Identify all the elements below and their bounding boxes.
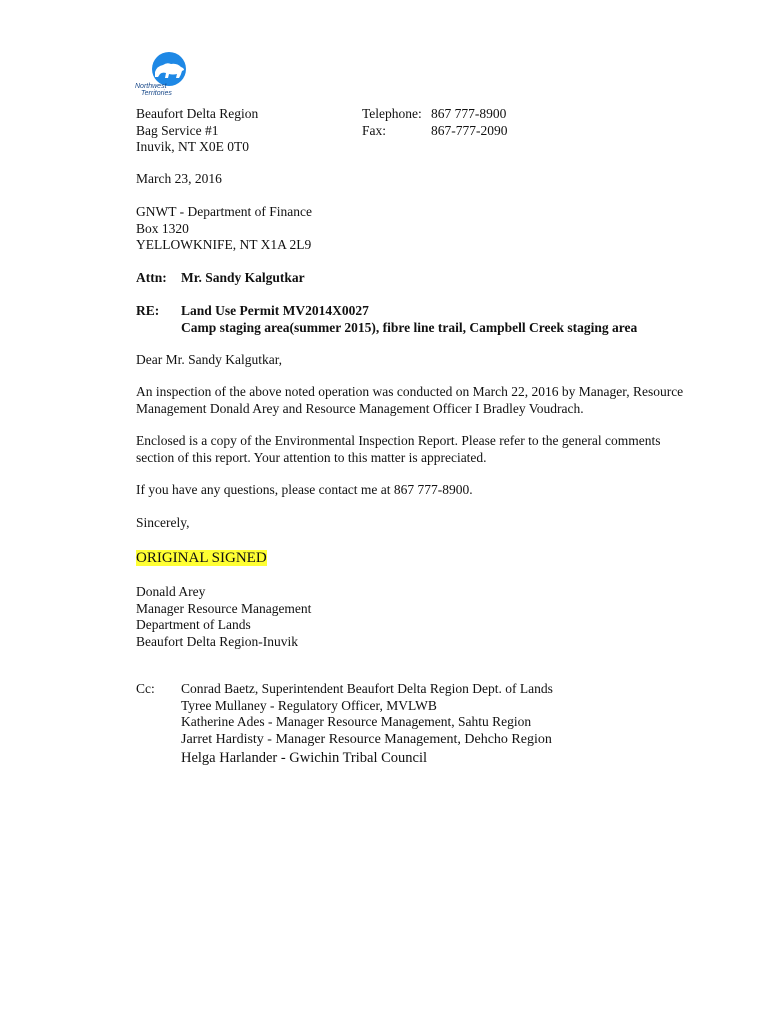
body-paragraph: If you have any questions, please contact me at 867 777-8900. xyxy=(136,482,473,497)
recipient-address xyxy=(136,204,312,254)
re-line: Camp staging area(summer 2015), fibre line trail, Campbell Creek staging area xyxy=(181,319,638,335)
signer-line: Manager Resource Management xyxy=(136,600,312,616)
cc-recipient: Conrad Baetz, Superintendent Beaufort Delta Region Dept. of Lands xyxy=(181,681,553,696)
cc-recipient: Katherine Ades - Manager Resource Management, Sahtu Region xyxy=(181,714,532,729)
fax-label: Fax: xyxy=(362,122,387,138)
logo-wordmark xyxy=(135,83,172,97)
address-line: Inuvik, NT X0E 0T0 xyxy=(136,139,249,154)
address-line: Beaufort Delta Region xyxy=(136,106,259,121)
body-paragraph: An inspection of the above noted operation was conducted on March 22, 2016 by Manager, Resource Management Donald Arey and Resource Management Officer I Bradley Voudrach. xyxy=(136,384,684,416)
recipient-line: Box 1320 xyxy=(136,220,189,236)
signature-note xyxy=(136,549,267,567)
logo-line2: Territories xyxy=(141,90,172,97)
nwt-logo xyxy=(135,52,195,100)
signer-line: Beaufort Delta Region-Inuvik xyxy=(136,633,298,649)
cc-recipient: Tyree Mullaney - Regulatory Officer, MVLWB xyxy=(181,697,437,713)
sender-address xyxy=(136,106,258,156)
signature-note-text: ORIGINAL SIGNED xyxy=(136,550,267,566)
body-paragraph: Enclosed is a copy of the Environmental Inspection Report. Please refer to the general comments section of this report. Your attention to this matter is appreciated. xyxy=(136,433,661,465)
cc-recipient: Helga Harlander - Gwichin Tribal Council xyxy=(181,749,428,766)
sender-contact xyxy=(362,106,508,139)
signer-block xyxy=(136,584,311,650)
closing: Sincerely, xyxy=(136,515,190,530)
cc-recipient: Jarret Hardisty - Manager Resource Management, Dehcho Region xyxy=(181,731,552,747)
attn-label: Attn: xyxy=(136,270,167,285)
fax-number: 867-777-2090 xyxy=(431,122,508,138)
re-line: Land Use Permit MV2014X0027 xyxy=(181,303,369,318)
re-label: RE: xyxy=(136,303,160,318)
telephone-number: 867 777-8900 xyxy=(431,106,507,121)
attention-line xyxy=(136,270,305,287)
signer-line: Donald Arey xyxy=(136,584,206,599)
recipient-line: YELLOWKNIFE, NT X1A 2L9 xyxy=(136,237,312,252)
recipient-line: GNWT - Department of Finance xyxy=(136,204,312,219)
logo-line1: Northwest xyxy=(135,83,167,90)
telephone-label: Telephone: xyxy=(362,106,422,121)
salutation: Dear Mr. Sandy Kalgutkar, xyxy=(136,352,283,367)
letter-date: March 23, 2016 xyxy=(136,171,222,186)
attn-name: Mr. Sandy Kalgutkar xyxy=(181,270,305,285)
cc-block xyxy=(136,681,553,767)
cc-label: Cc: xyxy=(136,681,155,696)
address-line: Bag Service #1 xyxy=(136,122,219,138)
signer-line: Department of Lands xyxy=(136,617,251,632)
subject-line xyxy=(136,303,637,336)
